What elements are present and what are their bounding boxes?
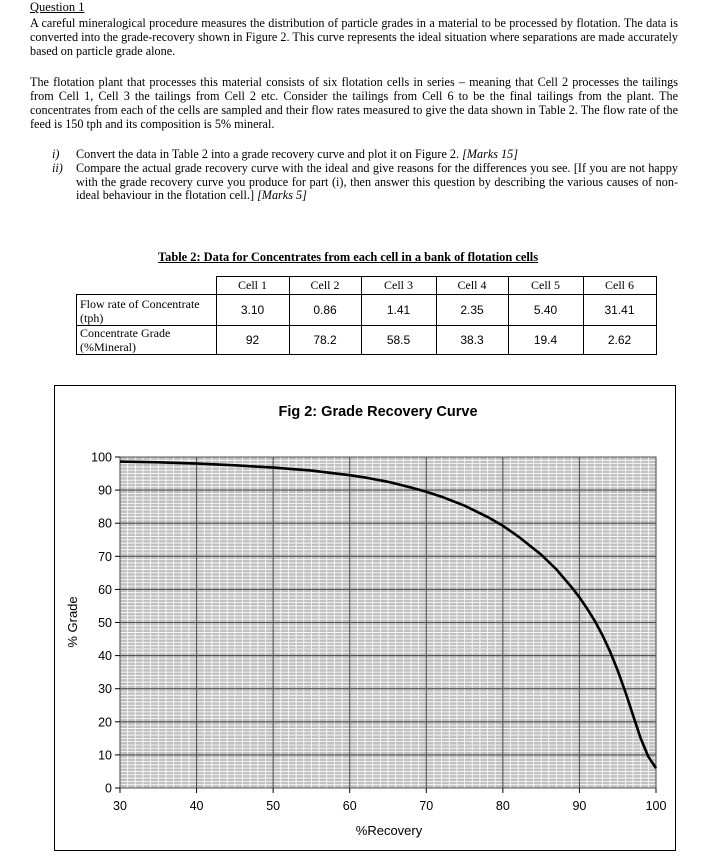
table-header-cell: Cell 5 bbox=[508, 277, 583, 295]
table-header-row bbox=[77, 277, 657, 295]
y-tick-label: 80 bbox=[98, 516, 112, 531]
grade-recovery-chart-svg bbox=[55, 386, 675, 850]
x-tick-label: 70 bbox=[419, 799, 434, 813]
task-2-marks: [Marks 5] bbox=[257, 188, 307, 202]
y-tick-label: 90 bbox=[98, 483, 112, 498]
x-tick-label: 40 bbox=[189, 799, 204, 813]
x-tick-label: 60 bbox=[342, 799, 357, 813]
task-2-text: Compare the actual grade recovery curve with the ideal and give reasons for the differences you see. [If you are not happy with the grade recovery curve you produce for part (i), then answer this question by describing the various causes of non-ideal behaviour in the flotation cell.] bbox=[76, 161, 678, 202]
table-header-cell: Cell 1 bbox=[216, 277, 289, 295]
task-1 bbox=[52, 148, 678, 162]
table-row-label: Concentrate Grade (%Mineral) bbox=[77, 326, 217, 355]
plant-paragraph: The flotation plant that processes this material consists of six flotation cells in series – meaning that Cell 2 processes the tailings from Cell 1, Cell 3 the tailings from Cell 2 etc. Consider the tailings from Cell 6 to be the final tailings from the plant. The concentrates from each of the cells are sampled and their flow rates measured to give the data shown in Table 2. The flow rate of the feed is 150 tph and its composition is 5% mineral. bbox=[30, 75, 678, 131]
table-row bbox=[77, 295, 657, 326]
table-cell: 19.4 bbox=[508, 326, 583, 355]
task-2-number: ii) bbox=[52, 161, 63, 175]
y-axis-label: % Grade bbox=[65, 596, 80, 648]
x-tick-label: 100 bbox=[645, 799, 667, 813]
x-tick-label: 50 bbox=[266, 799, 281, 813]
table-header-cell: Cell 4 bbox=[436, 277, 508, 295]
table-caption: Table 2: Data for Concentrates from each cell in a bank of flotation cells bbox=[158, 250, 539, 264]
intro-paragraph: A careful mineralogical procedure measures the distribution of particle grades in a material to be processed by flotation. The data is converted into the grade-recovery shown in Figure 2. This curve represents the ideal situation where separations are made accurately based on particle grade alone. bbox=[30, 16, 678, 58]
concentrate-data-table bbox=[76, 276, 657, 355]
x-tick-label: 90 bbox=[572, 799, 587, 813]
y-tick-label: 0 bbox=[105, 781, 112, 796]
table-cell: 3.10 bbox=[216, 295, 289, 326]
y-tick-label: 20 bbox=[98, 715, 112, 730]
table-row-label: Flow rate of Concentrate (tph) bbox=[77, 295, 217, 326]
table-cell: 38.3 bbox=[436, 326, 508, 355]
table-cell: 2.62 bbox=[583, 326, 656, 355]
table-header-cell: Cell 6 bbox=[583, 277, 656, 295]
table-cell: 2.35 bbox=[436, 295, 508, 326]
x-tick-label: 80 bbox=[495, 799, 510, 813]
y-tick-label: 70 bbox=[98, 549, 112, 564]
table-header-cell: Cell 2 bbox=[289, 277, 361, 295]
y-tick-label: 30 bbox=[98, 682, 112, 697]
task-2 bbox=[52, 162, 678, 203]
x-axis-label: %Recovery bbox=[355, 823, 423, 838]
task-1-text: Convert the data in Table 2 into a grade recovery curve and plot it on Figure 2. bbox=[76, 147, 460, 161]
table-header-cell: Cell 3 bbox=[361, 277, 436, 295]
y-tick-label: 40 bbox=[98, 649, 112, 664]
grade-recovery-chart bbox=[54, 385, 676, 851]
table-corner-cell bbox=[77, 277, 217, 295]
chart-title: Fig 2: Grade Recovery Curve bbox=[278, 404, 478, 420]
table-cell: 78.2 bbox=[289, 326, 361, 355]
table-cell: 31.41 bbox=[583, 295, 656, 326]
y-tick-label: 100 bbox=[91, 450, 112, 465]
table-cell: 0.86 bbox=[289, 295, 361, 326]
y-tick-label: 10 bbox=[98, 748, 112, 763]
table-cell: 5.40 bbox=[508, 295, 583, 326]
question-title: Question 1 bbox=[30, 0, 85, 14]
y-tick-label: 60 bbox=[98, 582, 112, 597]
table-cell: 1.41 bbox=[361, 295, 436, 326]
task-1-marks: [Marks 15] bbox=[462, 147, 518, 161]
table-cell: 92 bbox=[216, 326, 289, 355]
x-tick-label: 30 bbox=[113, 799, 127, 813]
y-tick-label: 50 bbox=[98, 616, 112, 630]
task-1-number: i) bbox=[52, 147, 60, 161]
table-cell: 58.5 bbox=[361, 326, 436, 355]
table-row bbox=[77, 326, 657, 355]
